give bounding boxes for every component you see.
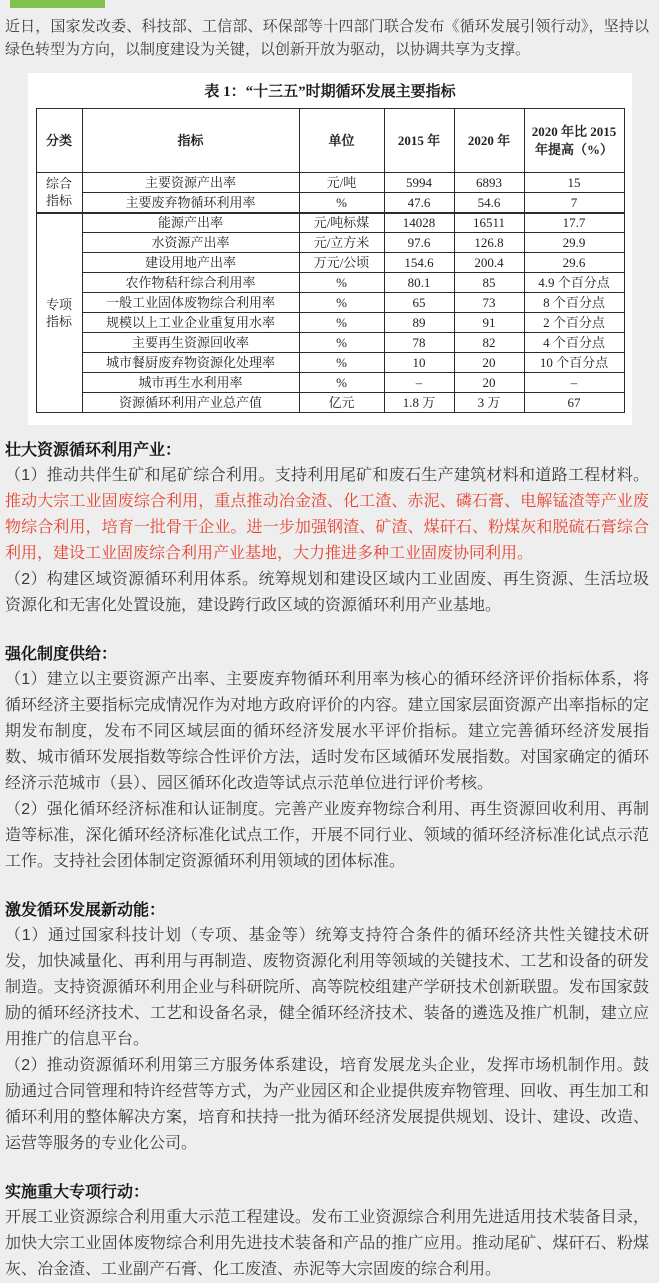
paragraph-text: （1）建立以主要资源产出率、主要废弃物循环利用率为核心的循环经济评价指标体系，将循环经济主要指标完成情况作为对地方政府评价的内容。建立国家层面资源产出率指标的定期发布制度，发布不同区域层面的循环经济发展水平评价指标。建立完善循环经济发展指数、城市循环发展指数等综合性评价方法，适时发布区域循环发展指数。对国家确定的循环经济示范城市（县）、园区循环化改造等试点示范单位进行评价考核。 bbox=[5, 671, 649, 792]
value-2015-cell: 97.6 bbox=[384, 233, 454, 253]
unit-cell: % bbox=[299, 353, 384, 373]
section-heading-actions: 实施重大专项行动： bbox=[5, 1184, 150, 1201]
header-indicator: 指标 bbox=[82, 109, 299, 173]
indicator-cell: 农作物秸秆综合利用率 bbox=[82, 273, 299, 293]
paragraph bbox=[5, 1205, 649, 1283]
section-heading-institution: 强化制度供给： bbox=[5, 646, 118, 663]
paragraph bbox=[5, 667, 649, 797]
value-2020-cell: 54.6 bbox=[454, 193, 524, 213]
value-2020-cell: 200.4 bbox=[454, 253, 524, 273]
unit-cell: % bbox=[299, 373, 384, 393]
improve-cell: 7 bbox=[524, 193, 624, 213]
indicator-cell: 主要再生资源回收率 bbox=[82, 333, 299, 353]
value-2015-cell: 65 bbox=[384, 293, 454, 313]
paragraph-text: 开展工业资源综合利用重大示范工程建设。发布工业资源综合利用先进适用技术装备目录，加快大宗工业固体废物综合利用先进技术装备和产品的推广应用。推动尾矿、煤矸石、粉煤灰、冶金渣、工业副产石膏、化工废渣、赤泥等大宗固废的综合利用。 bbox=[5, 1209, 649, 1278]
value-2020-cell: 20 bbox=[454, 373, 524, 393]
improve-cell: 2 个百分点 bbox=[524, 313, 624, 333]
unit-cell: 万元/公顷 bbox=[299, 253, 384, 273]
table-row bbox=[36, 273, 624, 293]
table-row bbox=[36, 373, 624, 393]
unit-cell: % bbox=[299, 193, 384, 213]
unit-cell: 元/吨标煤 bbox=[299, 213, 384, 233]
indicator-cell: 一般工业固体废物综合利用率 bbox=[82, 293, 299, 313]
improve-cell: – bbox=[524, 373, 624, 393]
table-row bbox=[36, 353, 624, 373]
accent-bar bbox=[10, 0, 105, 8]
value-2015-cell: 14028 bbox=[384, 213, 454, 233]
indicator-cell: 城市再生水利用率 bbox=[82, 373, 299, 393]
value-2020-cell: 85 bbox=[454, 273, 524, 293]
table-title: 表 1：“十三五”时期循环发展主要指标 bbox=[204, 84, 456, 100]
category-cell: 综合指标 bbox=[36, 173, 82, 213]
article-body bbox=[0, 437, 659, 1283]
unit-cell: % bbox=[299, 273, 384, 293]
improve-cell: 67 bbox=[524, 393, 624, 413]
indicator-cell: 水资源产出率 bbox=[82, 233, 299, 253]
paragraph-text: （1）通过国家科技计划（专项、基金等）统筹支持符合条件的循环经济共性关键技术研发，加快减量化、再利用与再制造、废物资源化利用等领域的关键技术、工艺和设备的研发制造。支持资源循环利用企业与科研院所、高等院校组建产学研技术创新联盟。发布国家鼓励的循环经济技术、工艺和设备名录，健全循环经济技术、装备的遴选及推广机制，建立应用推广的信息平台。 bbox=[5, 927, 649, 1048]
paragraph bbox=[5, 923, 649, 1053]
paragraph bbox=[5, 1053, 649, 1157]
indicator-cell: 建设用地产出率 bbox=[82, 253, 299, 273]
table-row bbox=[36, 293, 624, 313]
value-2015-cell: 1.8 万 bbox=[384, 393, 454, 413]
section-heading-momentum: 激发循环发展新动能： bbox=[5, 902, 166, 919]
table-row bbox=[36, 193, 624, 213]
intro-paragraph: 近日，国家发改委、科技部、工信部、环保部等十四部门联合发布《循环发展引领行动》，坚持以绿色转型为方向，以制度建设为关键，以创新开放为驱动，以协调共享为支撑。 bbox=[5, 18, 649, 58]
paragraph bbox=[5, 797, 649, 875]
improve-cell: 4 个百分点 bbox=[524, 333, 624, 353]
header-2015: 2015 年 bbox=[384, 109, 454, 173]
improve-cell: 29.9 bbox=[524, 233, 624, 253]
paragraph bbox=[5, 567, 649, 619]
indicator-cell: 规模以上工业企业重复用水率 bbox=[82, 313, 299, 333]
header-unit: 单位 bbox=[299, 109, 384, 173]
value-2015-cell: 78 bbox=[384, 333, 454, 353]
value-2020-cell: 91 bbox=[454, 313, 524, 333]
table-row bbox=[36, 393, 624, 413]
highlighted-text: 推动大宗工业固废综合利用，重点推动冶金渣、化工渣、赤泥、磷石膏、电解锰渣等产业废物综合利用，培育一批骨干企业。进一步加强钢渣、矿渣、煤矸石、粉煤灰和脱硫石膏综合利用，建设工业固废综合利用产业基地，大力推进多种工业固废协同利用。 bbox=[5, 493, 649, 562]
improve-cell: 17.7 bbox=[524, 213, 624, 233]
value-2015-cell: 154.6 bbox=[384, 253, 454, 273]
indicator-cell: 主要废弃物循环利用率 bbox=[82, 193, 299, 213]
header-category: 分类 bbox=[36, 109, 82, 173]
header-improve: 2020 年比 2015 年提高（%） bbox=[524, 109, 624, 173]
paragraph-text: （2）推动资源循环利用第三方服务体系建设，培育发展龙头企业，发挥市场机制作用。鼓励通过合同管理和特许经营等方式，为产业园区和企业提供废弃物管理、回收、再生加工和循环利用的整体解决方案，培育和扶持一批为循环经济发展提供规划、设计、建设、改造、运营等服务的专业化公司。 bbox=[5, 1057, 649, 1152]
value-2020-cell: 73 bbox=[454, 293, 524, 313]
improve-cell: 10 个百分点 bbox=[524, 353, 624, 373]
section-heading-industry: 壮大资源循环利用产业： bbox=[5, 442, 182, 459]
indicator-table-body bbox=[36, 173, 624, 413]
unit-cell: % bbox=[299, 293, 384, 313]
value-2020-cell: 20 bbox=[454, 353, 524, 373]
paragraph-text: （2）构建区域资源循环利用体系。统筹规划和建设区域内工业固废、再生资源、生活垃圾资源化和无害化处置设施，建设跨行政区域的资源循环利用产业基地。 bbox=[5, 571, 649, 614]
category-cell: 专项指标 bbox=[36, 213, 82, 413]
table-row bbox=[36, 213, 624, 233]
value-2020-cell: 6893 bbox=[454, 173, 524, 193]
value-2020-cell: 126.8 bbox=[454, 233, 524, 253]
header-2020: 2020 年 bbox=[454, 109, 524, 173]
unit-cell: 亿元 bbox=[299, 393, 384, 413]
value-2015-cell: 89 bbox=[384, 313, 454, 333]
value-2020-cell: 16511 bbox=[454, 213, 524, 233]
paragraph bbox=[5, 463, 649, 567]
unit-cell: % bbox=[299, 333, 384, 353]
value-2015-cell: 10 bbox=[384, 353, 454, 373]
value-2015-cell: 5994 bbox=[384, 173, 454, 193]
improve-cell: 8 个百分点 bbox=[524, 293, 624, 313]
improve-cell: 4.9 个百分点 bbox=[524, 273, 624, 293]
paragraph-text: （2）强化循环经济标准和认证制度。完善产业废弃物综合利用、再生资源回收利用、再制造等标准，深化循环经济标准化试点工作，开展不同行业、领域的循环经济标准化试点示范工作。支持社会团体制定资源循环利用领域的团体标准。 bbox=[5, 801, 649, 870]
indicator-cell: 能源产出率 bbox=[82, 213, 299, 233]
table-row bbox=[36, 313, 624, 333]
paragraph-text: （1）推动共伴生矿和尾矿综合利用。支持利用尾矿和废石生产建筑材料和道路工程材料。 bbox=[5, 467, 649, 484]
value-2015-cell: 47.6 bbox=[384, 193, 454, 213]
table-row bbox=[36, 233, 624, 253]
unit-cell: 元/吨 bbox=[299, 173, 384, 193]
value-2015-cell: 80.1 bbox=[384, 273, 454, 293]
unit-cell: 元/立方米 bbox=[299, 233, 384, 253]
unit-cell: % bbox=[299, 313, 384, 333]
indicator-cell: 主要资源产出率 bbox=[82, 173, 299, 193]
table-header bbox=[36, 109, 624, 173]
improve-cell: 29.6 bbox=[524, 253, 624, 273]
table-card bbox=[28, 73, 632, 425]
improve-cell: 15 bbox=[524, 173, 624, 193]
table-row bbox=[36, 253, 624, 273]
value-2020-cell: 3 万 bbox=[454, 393, 524, 413]
value-2020-cell: 82 bbox=[454, 333, 524, 353]
indicator-cell: 资源循环利用产业总产值 bbox=[82, 393, 299, 413]
table-row bbox=[36, 173, 624, 193]
value-2015-cell: – bbox=[384, 373, 454, 393]
indicator-cell: 城市餐厨废弃物资源化处理率 bbox=[82, 353, 299, 373]
table-row bbox=[36, 333, 624, 353]
indicator-table bbox=[36, 108, 625, 413]
